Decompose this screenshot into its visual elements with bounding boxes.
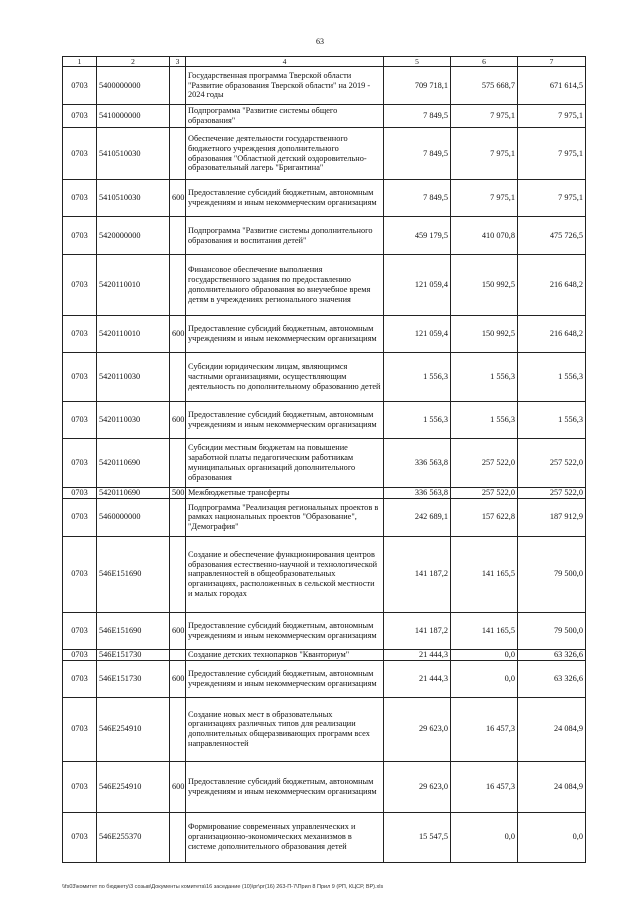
column-header: 1 <box>63 57 97 67</box>
amount-2020-cell: 141 165,5 <box>451 536 518 612</box>
amount-2020-cell: 257 522,0 <box>451 439 518 488</box>
amount-2020-cell: 7 975,1 <box>451 180 518 217</box>
table-row <box>63 488 586 499</box>
amount-2021-cell: 216 648,2 <box>518 316 586 353</box>
budget-table <box>62 56 586 863</box>
amount-2021-cell: 63 326,6 <box>518 649 586 660</box>
name-cell: Создание и обеспечение функционирования центров образования естественно-научной и технологической направленностей в общеобразовательных организациях, расположенных в сельской местности и малых городах <box>186 536 384 612</box>
amount-2020-cell: 0,0 <box>451 649 518 660</box>
amount-2019-cell: 29 623,0 <box>384 761 451 812</box>
expense-type-cell <box>170 439 186 488</box>
name-cell: Подпрограмма "Развитие системы дополнительного образования и воспитания детей" <box>186 217 384 255</box>
amount-2021-cell: 187 912,9 <box>518 498 586 536</box>
table-row <box>63 697 586 761</box>
table-row <box>63 498 586 536</box>
table-row <box>63 660 586 697</box>
table-row <box>63 649 586 660</box>
amount-2021-cell: 79 500,0 <box>518 612 586 649</box>
amount-2021-cell: 7 975,1 <box>518 105 586 128</box>
amount-2021-cell: 475 726,5 <box>518 217 586 255</box>
target-code-cell: 5410510030 <box>97 180 170 217</box>
target-code-cell: 5410000000 <box>97 105 170 128</box>
amount-2020-cell: 157 622,8 <box>451 498 518 536</box>
name-cell: Субсидии местным бюджетам на повышение заработной платы педагогическим работникам муниципальных организаций дополнительного образования <box>186 439 384 488</box>
expense-type-cell <box>170 128 186 180</box>
column-header: 5 <box>384 57 451 67</box>
amount-2019-cell: 141 187,2 <box>384 612 451 649</box>
amount-2019-cell: 7 849,5 <box>384 180 451 217</box>
amount-2020-cell: 150 992,5 <box>451 316 518 353</box>
column-header: 4 <box>186 57 384 67</box>
section-cell: 0703 <box>63 536 97 612</box>
name-cell: Создание новых мест в образовательных организациях различных типов для реализации дополнительных общеразвивающих программ всех направленностей <box>186 697 384 761</box>
name-cell: Формирование современных управленческих и организационно-экономических механизмов в системе дополнительного образования детей <box>186 812 384 862</box>
amount-2020-cell: 1 556,3 <box>451 402 518 439</box>
amount-2020-cell: 16 457,3 <box>451 761 518 812</box>
name-cell: Предоставление субсидий бюджетным, автономным учреждениям и иным некоммерческим организациям <box>186 612 384 649</box>
table-row <box>63 255 586 316</box>
name-cell: Предоставление субсидий бюджетным, автономным учреждениям и иным некоммерческим организациям <box>186 660 384 697</box>
amount-2020-cell: 257 522,0 <box>451 488 518 499</box>
amount-2019-cell: 336 563,8 <box>384 439 451 488</box>
section-cell: 0703 <box>63 812 97 862</box>
amount-2019-cell: 709 718,1 <box>384 67 451 105</box>
column-header: 6 <box>451 57 518 67</box>
amount-2021-cell: 0,0 <box>518 812 586 862</box>
amount-2019-cell: 15 547,5 <box>384 812 451 862</box>
table-row <box>63 105 586 128</box>
name-cell: Предоставление субсидий бюджетным, автономным учреждениям и иным некоммерческим организациям <box>186 761 384 812</box>
section-cell: 0703 <box>63 217 97 255</box>
section-cell: 0703 <box>63 761 97 812</box>
amount-2019-cell: 1 556,3 <box>384 353 451 402</box>
name-cell: Межбюджетные трансферты <box>186 488 384 499</box>
amount-2021-cell: 216 648,2 <box>518 255 586 316</box>
target-code-cell: 546E151690 <box>97 536 170 612</box>
target-code-cell: 546E255370 <box>97 812 170 862</box>
column-number-row <box>63 57 586 67</box>
expense-type-cell: 500 <box>170 488 186 499</box>
section-cell: 0703 <box>63 316 97 353</box>
amount-2019-cell: 21 444,3 <box>384 649 451 660</box>
section-cell: 0703 <box>63 649 97 660</box>
amount-2019-cell: 459 179,5 <box>384 217 451 255</box>
target-code-cell: 546E151730 <box>97 660 170 697</box>
section-cell: 0703 <box>63 488 97 499</box>
expense-type-cell <box>170 536 186 612</box>
table-row <box>63 402 586 439</box>
target-code-cell: 5420110690 <box>97 439 170 488</box>
expense-type-cell: 600 <box>170 660 186 697</box>
name-cell: Государственная программа Тверской области "Развитие образования Тверской области" на 2019 - 2024 годы <box>186 67 384 105</box>
section-cell: 0703 <box>63 498 97 536</box>
amount-2021-cell: 7 975,1 <box>518 180 586 217</box>
table-row <box>63 536 586 612</box>
amount-2019-cell: 242 689,1 <box>384 498 451 536</box>
amount-2021-cell: 24 084,9 <box>518 697 586 761</box>
amount-2020-cell: 410 070,8 <box>451 217 518 255</box>
expense-type-cell <box>170 697 186 761</box>
column-header: 3 <box>170 57 186 67</box>
amount-2021-cell: 257 522,0 <box>518 488 586 499</box>
expense-type-cell <box>170 67 186 105</box>
expense-type-cell <box>170 353 186 402</box>
section-cell: 0703 <box>63 105 97 128</box>
table-row <box>63 180 586 217</box>
target-code-cell: 546E254910 <box>97 697 170 761</box>
expense-type-cell: 600 <box>170 612 186 649</box>
amount-2021-cell: 671 614,5 <box>518 67 586 105</box>
name-cell: Финансовое обеспечение выполнения государственного задания по предоставлению дополнительного образования во внеучебное время детям в учреждениях регионального значения <box>186 255 384 316</box>
section-cell: 0703 <box>63 353 97 402</box>
section-cell: 0703 <box>63 128 97 180</box>
target-code-cell: 5410510030 <box>97 128 170 180</box>
table-row <box>63 67 586 105</box>
section-cell: 0703 <box>63 612 97 649</box>
name-cell: Предоставление субсидий бюджетным, автономным учреждениям и иным некоммерческим организациям <box>186 402 384 439</box>
amount-2020-cell: 141 165,5 <box>451 612 518 649</box>
target-code-cell: 5420110690 <box>97 488 170 499</box>
target-code-cell: 5420110030 <box>97 402 170 439</box>
section-cell: 0703 <box>63 439 97 488</box>
amount-2020-cell: 7 975,1 <box>451 128 518 180</box>
table-row <box>63 812 586 862</box>
target-code-cell: 5460000000 <box>97 498 170 536</box>
name-cell: Подпрограмма "Реализация региональных проектов в рамках национальных проектов "Образование", "Демография" <box>186 498 384 536</box>
amount-2021-cell: 24 084,9 <box>518 761 586 812</box>
expense-type-cell <box>170 812 186 862</box>
name-cell: Предоставление субсидий бюджетным, автономным учреждениям и иным некоммерческим организациям <box>186 316 384 353</box>
file-path-footer: \\fs03\комитет по бюджету\3 созыв\Документы комитета\16 заседание (10)\рг\рг(16) 263-П-7\Прил 8 Прил 9 (РП, КЦСР, ВР).xls <box>62 884 384 890</box>
expense-type-cell: 600 <box>170 402 186 439</box>
amount-2021-cell: 79 500,0 <box>518 536 586 612</box>
table-row <box>63 439 586 488</box>
amount-2019-cell: 121 059,4 <box>384 316 451 353</box>
column-header: 2 <box>97 57 170 67</box>
amount-2021-cell: 257 522,0 <box>518 439 586 488</box>
amount-2020-cell: 150 992,5 <box>451 255 518 316</box>
amount-2020-cell: 7 975,1 <box>451 105 518 128</box>
amount-2019-cell: 7 849,5 <box>384 105 451 128</box>
table-row <box>63 353 586 402</box>
amount-2020-cell: 575 668,7 <box>451 67 518 105</box>
expense-type-cell: 600 <box>170 180 186 217</box>
amount-2021-cell: 7 975,1 <box>518 128 586 180</box>
table-row <box>63 761 586 812</box>
target-code-cell: 546E254910 <box>97 761 170 812</box>
amount-2019-cell: 141 187,2 <box>384 536 451 612</box>
section-cell: 0703 <box>63 67 97 105</box>
table-row <box>63 217 586 255</box>
table-row <box>63 316 586 353</box>
table-row <box>63 128 586 180</box>
name-cell: Обеспечение деятельности государственного бюджетного учреждения дополнительного образования "Областной детский оздоровительно-образовательный лагерь "Бригантина" <box>186 128 384 180</box>
amount-2020-cell: 0,0 <box>451 660 518 697</box>
target-code-cell: 5420110010 <box>97 255 170 316</box>
name-cell: Предоставление субсидий бюджетным, автономным учреждениям и иным некоммерческим организациям <box>186 180 384 217</box>
expense-type-cell <box>170 105 186 128</box>
section-cell: 0703 <box>63 255 97 316</box>
section-cell: 0703 <box>63 180 97 217</box>
amount-2019-cell: 1 556,3 <box>384 402 451 439</box>
target-code-cell: 546E151690 <box>97 612 170 649</box>
amount-2019-cell: 21 444,3 <box>384 660 451 697</box>
expense-type-cell <box>170 498 186 536</box>
amount-2019-cell: 336 563,8 <box>384 488 451 499</box>
column-header: 7 <box>518 57 586 67</box>
amount-2021-cell: 63 326,6 <box>518 660 586 697</box>
target-code-cell: 5420000000 <box>97 217 170 255</box>
expense-type-cell <box>170 649 186 660</box>
amount-2021-cell: 1 556,3 <box>518 353 586 402</box>
amount-2020-cell: 16 457,3 <box>451 697 518 761</box>
section-cell: 0703 <box>63 697 97 761</box>
target-code-cell: 546E151730 <box>97 649 170 660</box>
amount-2019-cell: 7 849,5 <box>384 128 451 180</box>
amount-2020-cell: 1 556,3 <box>451 353 518 402</box>
expense-type-cell <box>170 217 186 255</box>
amount-2021-cell: 1 556,3 <box>518 402 586 439</box>
expense-type-cell: 600 <box>170 761 186 812</box>
target-code-cell: 5420110030 <box>97 353 170 402</box>
section-cell: 0703 <box>63 660 97 697</box>
section-cell: 0703 <box>63 402 97 439</box>
target-code-cell: 5420110010 <box>97 316 170 353</box>
name-cell: Подпрограмма "Развитие системы общего образования" <box>186 105 384 128</box>
expense-type-cell: 600 <box>170 316 186 353</box>
target-code-cell: 5400000000 <box>97 67 170 105</box>
page-number: 63 <box>316 37 324 46</box>
amount-2019-cell: 121 059,4 <box>384 255 451 316</box>
name-cell: Субсидии юридическим лицам, являющимся частными организациями, осуществляющим деятельность по дополнительному образованию детей <box>186 353 384 402</box>
expense-type-cell <box>170 255 186 316</box>
table-row <box>63 612 586 649</box>
amount-2019-cell: 29 623,0 <box>384 697 451 761</box>
amount-2020-cell: 0,0 <box>451 812 518 862</box>
name-cell: Создание детских технопарков "Кванториум" <box>186 649 384 660</box>
